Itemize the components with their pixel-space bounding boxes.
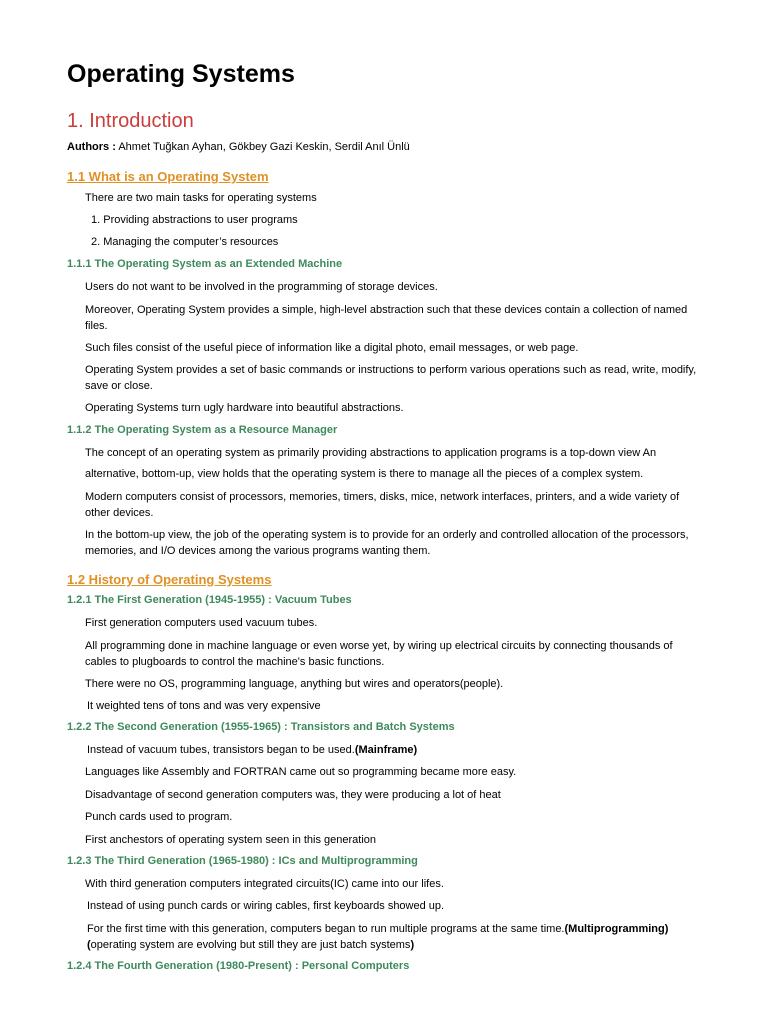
paragraph-text: operating system are evolving but still they are just batch systems (90, 938, 411, 951)
paragraph: There were no OS, programming language, anything but wires and operators(people). (85, 678, 504, 690)
paragraph: Punch cards used to program. (85, 811, 233, 823)
paragraph: Users do not want to be involved in the programming of storage devices. (85, 281, 438, 293)
paragraph-text: For the first time with this generation, computers began to run multiple programs at the same time. (87, 923, 565, 935)
authors-label: Authors : (67, 141, 116, 153)
paragraph (87, 922, 668, 953)
list-item: 2. Managing the computer’s resources (91, 236, 279, 248)
paragraph: The concept of an operating system as primarily providing abstractions to application programs is a top-down view An (85, 447, 657, 459)
paragraph-bold: (Mainframe) (354, 744, 418, 756)
authors-names: Ahmet Tuğkan Ayhan, Gökbey Gazi Keskin, Serdil Anıl Ünlü (115, 141, 410, 153)
paragraph: Languages like Assembly and FORTRAN came out so programming became more easy. (85, 766, 517, 778)
paragraph: Instead of using punch cards or wiring cables, first keyboards showed up. (87, 900, 445, 912)
paragraph: All programming done in machine language or even worse yet, by wiring up electrical circuits by connecting thousands of cables to plugboards to control the machine's basic functions. (85, 640, 673, 668)
paragraph: alternative, bottom-up, view holds that the operating system is there to manage all the pieces of a complex system. (85, 468, 644, 480)
section-heading-1-2: 1.2 History of Operating Systems (67, 572, 272, 587)
section-heading-1-2-2: 1.2.2 The Second Generation (1955-1965) : Transistors and Batch Systems (67, 721, 455, 733)
paragraph: First anchestors of operating system seen in this generation (85, 834, 377, 846)
paragraph: Operating System provides a set of basic commands or instructions to perform various operations such as read, write, modify, save or close. (85, 364, 697, 392)
paragraph: In the bottom-up view, the job of the operating system is to provide for an orderly and controlled allocation of the processors, memories, and I/O devices among the various programs wanting them. (85, 529, 689, 557)
paragraph: Moreover, Operating System provides a simple, high-level abstraction such that these devices contain a collection of named files. (85, 304, 688, 332)
section-heading-1-2-3: 1.2.3 The Third Generation (1965-1980) : ICs and Multiprogramming (67, 855, 418, 867)
list-item: 1. Providing abstractions to user programs (91, 214, 298, 226)
section-heading-1-1-1: 1.1.1 The Operating System as an Extended Machine (67, 258, 343, 270)
section-heading-1-1: 1.1 What is an Operating System (67, 169, 269, 184)
document-title: Operating Systems (67, 60, 295, 88)
paragraph: First generation computers used vacuum tubes. (85, 617, 318, 629)
authors-line (67, 141, 410, 153)
paragraph (87, 743, 417, 759)
paragraph: Such files consist of the useful piece of information like a digital photo, email messages, or web page. (85, 342, 579, 354)
section-heading-introduction: 1. Introduction (67, 110, 194, 132)
section-heading-1-2-4: 1.2.4 The Fourth Generation (1980-Present) : Personal Computers (67, 960, 410, 972)
paragraph: Operating Systems turn ugly hardware into beautiful abstractions. (85, 402, 404, 414)
paragraph: With third generation computers integrated circuits(IC) came into our lifes. (85, 878, 444, 890)
paragraph: Disadvantage of second generation computers was, they were producing a lot of heat (85, 789, 501, 801)
paragraph: There are two main tasks for operating systems (85, 192, 317, 204)
paragraph-bold: ( (87, 938, 91, 951)
section-heading-1-2-1: 1.2.1 The First Generation (1945-1955) : Vacuum Tubes (67, 594, 352, 606)
paragraph-bold: ) (410, 938, 415, 951)
paragraph: It weighted tens of tons and was very expensive (87, 700, 321, 712)
paragraph-bold: (Multiprogramming) (564, 923, 669, 935)
paragraph-text: Instead of vacuum tubes, transistors began to be used. (87, 744, 355, 756)
section-heading-1-1-2: 1.1.2 The Operating System as a Resource Manager (67, 424, 338, 436)
paragraph: Modern computers consist of processors, memories, timers, disks, mice, network interfaces, printers, and a wide variety of other devices. (85, 491, 680, 519)
